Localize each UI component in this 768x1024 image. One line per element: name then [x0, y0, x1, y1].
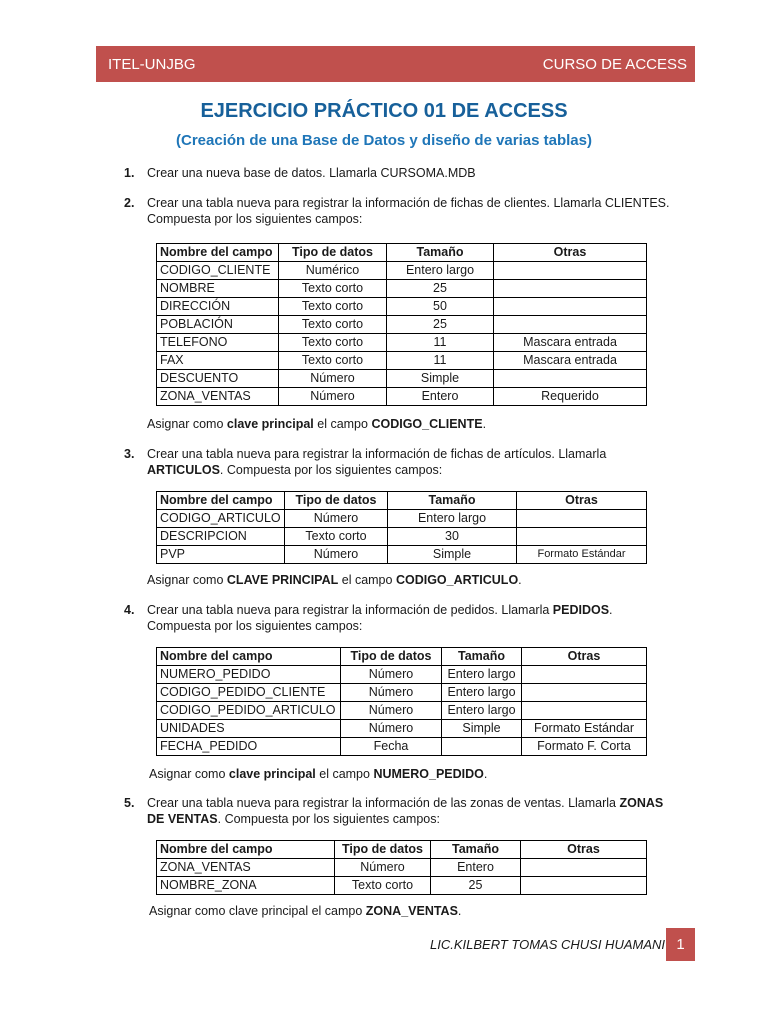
column-header: Tamaño [442, 648, 522, 666]
table-cell: Número [341, 702, 442, 720]
column-header: Nombre del campo [157, 492, 285, 510]
table-cell: 11 [387, 352, 494, 370]
table-cell: Entero largo [442, 684, 522, 702]
column-header: Tamaño [388, 492, 517, 510]
table-cell [494, 262, 647, 280]
item-number: 2. [124, 196, 135, 210]
table-row [157, 388, 647, 406]
table-cell: ZONA_VENTAS [157, 859, 335, 877]
table-cell [522, 666, 647, 684]
table-cell: 50 [387, 298, 494, 316]
item-number: 1. [124, 166, 135, 180]
header-left: ITEL-UNJBG [108, 55, 196, 73]
table-cell [521, 859, 647, 877]
table-cell: ZONA_VENTAS [157, 388, 279, 406]
table-cell: Número [341, 666, 442, 684]
item-text-line: Crear una tabla nueva para registrar la información de fichas de clientes. Llamarla CLIENTES. [147, 196, 670, 210]
table-cell: FAX [157, 352, 279, 370]
table-cell: Entero largo [387, 262, 494, 280]
table-cell: Texto corto [279, 334, 387, 352]
table-cell [494, 298, 647, 316]
table-row [157, 370, 647, 388]
table-cell: CODIGO_PEDIDO_ARTICULO [157, 702, 341, 720]
note-primary-key-zonas: Asignar como clave principal el campo ZONA_VENTAS. [149, 904, 462, 918]
table-cell: Texto corto [279, 298, 387, 316]
table-cell [442, 738, 522, 756]
page-title: EJERCICIO PRÁCTICO 01 DE ACCESS [200, 100, 568, 122]
table-row [157, 720, 647, 738]
table-cell: Texto corto [279, 352, 387, 370]
column-header: Nombre del campo [157, 648, 341, 666]
table-cell: Texto corto [335, 877, 431, 895]
table-cell [522, 702, 647, 720]
table-cell: Número [285, 510, 388, 528]
table-row [157, 702, 647, 720]
table-row [157, 510, 647, 528]
item-text-line: Compuesta por los siguientes campos: [147, 212, 363, 226]
table-cell: PVP [157, 546, 285, 564]
table-cell: Número [335, 859, 431, 877]
table-cell: Número [341, 720, 442, 738]
table-cell: Simple [387, 370, 494, 388]
table-cell: Entero largo [442, 702, 522, 720]
table-cell [517, 528, 647, 546]
table-cell: Simple [388, 546, 517, 564]
table-zonas [156, 840, 647, 895]
table-cell: Entero largo [388, 510, 517, 528]
table-cell: 11 [387, 334, 494, 352]
table-cell [521, 877, 647, 895]
table-cell: FECHA_PEDIDO [157, 738, 341, 756]
table-cell: DESCRIPCION [157, 528, 285, 546]
table-cell: CODIGO_ARTICULO [157, 510, 285, 528]
table-cell [522, 684, 647, 702]
table-cell: CODIGO_CLIENTE [157, 262, 279, 280]
column-header: Tipo de datos [335, 841, 431, 859]
table-cell: NOMBRE_ZONA [157, 877, 335, 895]
table-cell: Formato Estándar [522, 720, 647, 738]
table-row [157, 352, 647, 370]
table-header-row [157, 841, 647, 859]
column-header: Otras [522, 648, 647, 666]
column-header: Tamaño [431, 841, 521, 859]
table-row [157, 738, 647, 756]
table-cell [494, 370, 647, 388]
column-header: Nombre del campo [157, 244, 279, 262]
note-primary-key-clientes: Asignar como clave principal el campo CODIGO_CLIENTE. [147, 417, 487, 431]
table-cell: Mascara entrada [494, 334, 647, 352]
table-cell: DESCUENTO [157, 370, 279, 388]
table-header-row [157, 492, 647, 510]
table-articulos [156, 491, 647, 564]
table-cell: Numérico [279, 262, 387, 280]
item-number: 5. [124, 796, 135, 810]
table-cell: Texto corto [285, 528, 388, 546]
table-pedidos [156, 647, 647, 756]
table-cell [494, 316, 647, 334]
table-cell: Formato F. Corta [522, 738, 647, 756]
table-cell: Número [279, 388, 387, 406]
table-cell: 30 [388, 528, 517, 546]
table-row [157, 280, 647, 298]
note-primary-key-articulos: Asignar como CLAVE PRINCIPAL el campo CODIGO_ARTICULO. [147, 573, 522, 587]
table-cell: DIRECCIÓN [157, 298, 279, 316]
table-cell: 25 [387, 280, 494, 298]
table-row [157, 666, 647, 684]
table-cell: Número [279, 370, 387, 388]
page-subtitle: (Creación de una Base de Datos y diseño de varias tablas) [176, 132, 592, 149]
column-header: Tamaño [387, 244, 494, 262]
table-cell: CODIGO_PEDIDO_CLIENTE [157, 684, 341, 702]
table-cell: NOMBRE [157, 280, 279, 298]
table-cell [494, 280, 647, 298]
table-row [157, 262, 647, 280]
table-row [157, 877, 647, 895]
table-cell: Formato Estándar [517, 546, 647, 564]
footer-author: LIC.KILBERT TOMAS CHUSI HUAMANI [430, 937, 666, 952]
table-clientes [156, 243, 647, 406]
item-text: Crear una nueva base de datos. Llamarla CURSOMA.MDB [147, 166, 476, 180]
table-row [157, 546, 647, 564]
table-cell: Simple [442, 720, 522, 738]
page-number: 1 [666, 928, 695, 961]
table-row [157, 298, 647, 316]
table-cell: Fecha [341, 738, 442, 756]
item-text [147, 195, 682, 227]
table-cell: Texto corto [279, 280, 387, 298]
table-cell: Entero [387, 388, 494, 406]
column-header: Otras [517, 492, 647, 510]
table-cell: Requerido [494, 388, 647, 406]
table-cell: Número [341, 684, 442, 702]
table-row [157, 528, 647, 546]
item-text: Crear una tabla nueva para registrar la información de las zonas de ventas. Llamarla ZONAS DE VENTAS. Compuesta por los siguientes campos: [147, 796, 664, 826]
table-cell: Entero [431, 859, 521, 877]
item-number: 3. [124, 447, 135, 461]
table-cell: Entero largo [442, 666, 522, 684]
note-primary-key-pedidos: Asignar como clave principal el campo NUMERO_PEDIDO. [149, 767, 488, 781]
table-row [157, 859, 647, 877]
table-cell: Texto corto [279, 316, 387, 334]
column-header: Otras [494, 244, 647, 262]
table-row [157, 684, 647, 702]
column-header: Tipo de datos [285, 492, 388, 510]
table-cell: TELEFONO [157, 334, 279, 352]
table-cell: Mascara entrada [494, 352, 647, 370]
column-header: Tipo de datos [279, 244, 387, 262]
item-text: Crear una tabla nueva para registrar la información de pedidos. Llamarla PEDIDOS. Compuesta por los siguientes campos: [147, 603, 613, 633]
table-row [157, 334, 647, 352]
table-cell: 25 [387, 316, 494, 334]
table-cell: 25 [431, 877, 521, 895]
table-header-row [157, 648, 647, 666]
table-cell: UNIDADES [157, 720, 341, 738]
table-cell: NUMERO_PEDIDO [157, 666, 341, 684]
item-number: 4. [124, 603, 135, 617]
item-text: Crear una tabla nueva para registrar la información de fichas de artículos. Llamarla ARTICULOS. Compuesta por los siguientes campos: [147, 447, 607, 477]
table-row [157, 316, 647, 334]
table-cell: Número [285, 546, 388, 564]
table-header-row [157, 244, 647, 262]
column-header: Nombre del campo [157, 841, 335, 859]
header-right: CURSO DE ACCESS [542, 55, 687, 73]
column-header: Tipo de datos [341, 648, 442, 666]
table-cell: POBLACIÓN [157, 316, 279, 334]
column-header: Otras [521, 841, 647, 859]
table-cell [517, 510, 647, 528]
page-header [96, 46, 695, 82]
